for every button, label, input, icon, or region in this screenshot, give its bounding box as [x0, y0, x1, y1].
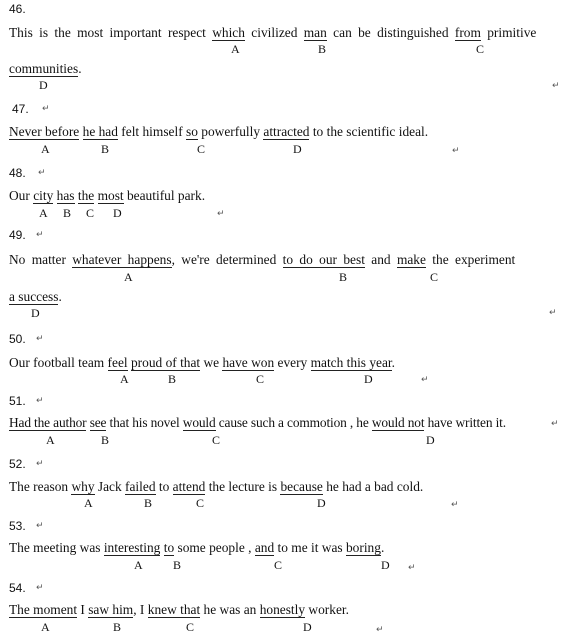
- option-d-text: because: [280, 479, 323, 494]
- option-label-a: A: [46, 433, 55, 447]
- option-label-c: C: [430, 270, 439, 284]
- return-mark-icon: ↵: [452, 146, 460, 156]
- option-b-text: he had: [82, 124, 118, 139]
- option-c-text: have won: [222, 355, 275, 370]
- return-mark-icon: ↵: [451, 500, 459, 510]
- option-label-b: B: [101, 142, 110, 156]
- option-label-c: C: [212, 433, 221, 447]
- option-d-text: match this year: [310, 355, 392, 370]
- option-c-text: and: [254, 540, 275, 555]
- return-mark-icon: ↵: [36, 396, 44, 406]
- option-label-d: D: [39, 78, 48, 92]
- option-label-d: D: [113, 206, 122, 220]
- question-number: 53.: [9, 519, 26, 533]
- option-label-c: C: [86, 206, 95, 220]
- option-label-d: D: [426, 433, 435, 447]
- option-label-c: C: [186, 620, 195, 634]
- option-label-a: A: [120, 372, 129, 386]
- return-mark-icon: ↵: [217, 209, 225, 219]
- option-label-b: B: [144, 496, 153, 510]
- option-c-text: the: [77, 188, 95, 203]
- option-label-a: A: [41, 142, 50, 156]
- option-d-text: attracted: [263, 124, 310, 139]
- option-label-a: A: [39, 206, 48, 220]
- question-text: Had the author see that his novel would cause such a commotion , he would not have written it.: [9, 415, 506, 430]
- return-mark-icon: ↵: [36, 230, 44, 240]
- return-mark-icon: ↵: [376, 625, 384, 635]
- return-mark-icon: ↵: [36, 521, 44, 531]
- option-a-text: which: [212, 25, 245, 40]
- question-number: 46.: [9, 2, 26, 16]
- option-d-text: boring: [345, 540, 381, 555]
- return-mark-icon: ↵: [42, 104, 50, 114]
- question-number: 52.: [9, 457, 26, 471]
- question-text-cont: communities.: [9, 61, 82, 76]
- option-b-text: has: [56, 188, 75, 203]
- return-mark-icon: ↵: [36, 583, 44, 593]
- question-number: 54.: [9, 581, 26, 595]
- question-number: 51.: [9, 394, 26, 408]
- question-text: Our football team feel proud of that we have won every match this year.: [9, 355, 396, 370]
- return-mark-icon: ↵: [421, 375, 429, 385]
- option-d-text: most: [97, 188, 124, 203]
- option-label-b: B: [173, 558, 182, 572]
- return-mark-icon: ↵: [549, 308, 557, 318]
- question-number: 48.: [9, 166, 26, 180]
- option-d-text: communities: [9, 61, 79, 76]
- option-c-text: from: [454, 25, 481, 40]
- option-label-d: D: [364, 372, 373, 386]
- question-text: Never before he had felt himself so powerfully attracted to the scientific ideal.: [9, 124, 429, 139]
- option-label-c: C: [197, 142, 206, 156]
- option-label-d: D: [293, 142, 302, 156]
- option-c-text: would: [182, 415, 216, 430]
- option-label-a: A: [134, 558, 143, 572]
- option-label-c: C: [196, 496, 205, 510]
- question-text: The moment I saw him, I knew that he was an honestly worker.: [9, 602, 349, 617]
- option-label-c: C: [256, 372, 265, 386]
- option-b-text: proud of that: [130, 355, 201, 370]
- option-d-text: would not: [371, 415, 425, 430]
- question-number: 49.: [9, 228, 26, 242]
- option-b-text: to: [163, 540, 175, 555]
- option-a-text: why: [71, 479, 95, 494]
- question-number: 47.: [12, 102, 29, 116]
- question-number: 50.: [9, 332, 26, 346]
- option-a-text: city: [33, 188, 54, 203]
- option-b-text: failed: [125, 479, 156, 494]
- question-text: The meeting was interesting to some people , and to me it was boring.: [9, 540, 385, 555]
- option-label-c: C: [476, 42, 485, 56]
- question-text-cont: a success.: [9, 289, 62, 304]
- question-text: This is the most important respect which civilized man can be distinguished from primitive: [9, 25, 537, 40]
- option-label-d: D: [31, 306, 40, 320]
- option-a-text: Had the author: [9, 415, 87, 430]
- option-b-text: see: [89, 415, 107, 430]
- option-d-text: honestly: [259, 602, 306, 617]
- option-b-text: to do our best: [282, 252, 365, 267]
- question-text: The reason why Jack failed to attend the lecture is because he had a bad cold.: [9, 479, 424, 494]
- option-label-a: A: [231, 42, 240, 56]
- option-c-text: make: [396, 252, 426, 267]
- option-label-d: D: [317, 496, 326, 510]
- option-label-b: B: [339, 270, 348, 284]
- option-c-text: attend: [172, 479, 206, 494]
- option-label-d: D: [381, 558, 390, 572]
- option-b-text: man: [303, 25, 327, 40]
- return-mark-icon: ↵: [552, 81, 560, 91]
- return-mark-icon: ↵: [551, 419, 559, 429]
- return-mark-icon: ↵: [408, 563, 416, 573]
- option-a-text: feel: [107, 355, 128, 370]
- option-label-b: B: [101, 433, 110, 447]
- return-mark-icon: ↵: [36, 334, 44, 344]
- question-text: No matter whatever happens, we're determined to do our best and make the experiment: [9, 252, 516, 267]
- option-label-c: C: [274, 558, 283, 572]
- option-label-b: B: [63, 206, 72, 220]
- option-a-text: Never before: [9, 124, 80, 139]
- option-label-a: A: [84, 496, 93, 510]
- return-mark-icon: ↵: [36, 459, 44, 469]
- option-b-text: saw him: [88, 602, 134, 617]
- option-label-a: A: [124, 270, 133, 284]
- option-label-b: B: [113, 620, 122, 634]
- option-label-a: A: [41, 620, 50, 634]
- option-label-d: D: [303, 620, 312, 634]
- question-text: Our city has the most beautiful park.: [9, 188, 206, 203]
- option-d-text: a success: [9, 289, 59, 304]
- option-a-text: whatever happens: [72, 252, 172, 267]
- option-c-text: so: [186, 124, 198, 139]
- option-a-text: interesting: [103, 540, 161, 555]
- option-label-b: B: [168, 372, 177, 386]
- return-mark-icon: ↵: [38, 168, 46, 178]
- option-c-text: knew that: [147, 602, 201, 617]
- option-a-text: The moment: [9, 602, 78, 617]
- option-label-b: B: [318, 42, 327, 56]
